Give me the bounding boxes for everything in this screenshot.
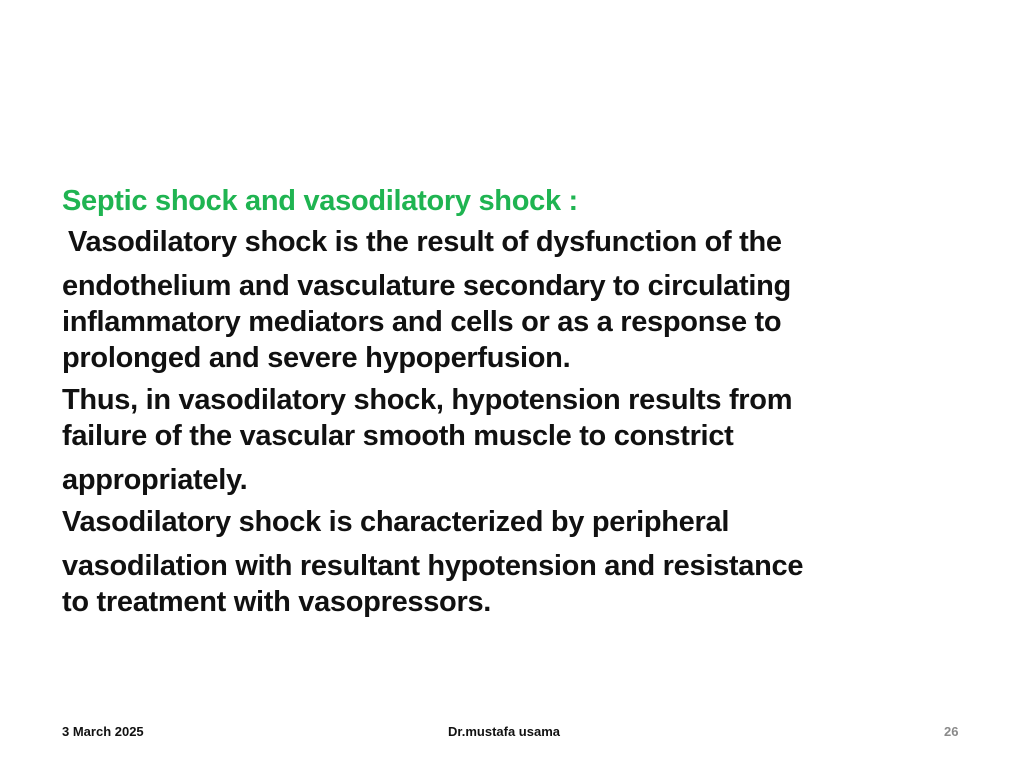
paragraph-hypotension [62,382,982,498]
body-line: prolonged and severe hypoperfusion. [62,342,571,374]
body-line: Thus, in vasodilatory shock, hypotension results from [62,384,793,416]
paragraph-definition [62,224,982,376]
body-line: Vasodilatory shock is the result of dysfunction of the [68,226,782,258]
footer-author: Dr.mustafa usama [448,724,560,739]
body-line: failure of the vascular smooth muscle to constrict [62,420,734,452]
slide-body [62,178,982,620]
footer-date: 3 March 2025 [62,724,144,739]
body-line: endothelium and vasculature secondary to circulating [62,270,791,302]
body-line: appropriately. [62,464,248,496]
body-line: vasodilation with resultant hypotension and resistance [62,550,804,582]
slide-heading: Septic shock and vasodilatory shock : [62,185,578,217]
paragraph-characterization [62,504,982,620]
footer-page-number: 26 [944,724,959,739]
body-line: Vasodilatory shock is characterized by peripheral [62,506,730,538]
body-line: inflammatory mediators and cells or as a response to [62,306,782,338]
body-line: to treatment with vasopressors. [62,586,492,618]
